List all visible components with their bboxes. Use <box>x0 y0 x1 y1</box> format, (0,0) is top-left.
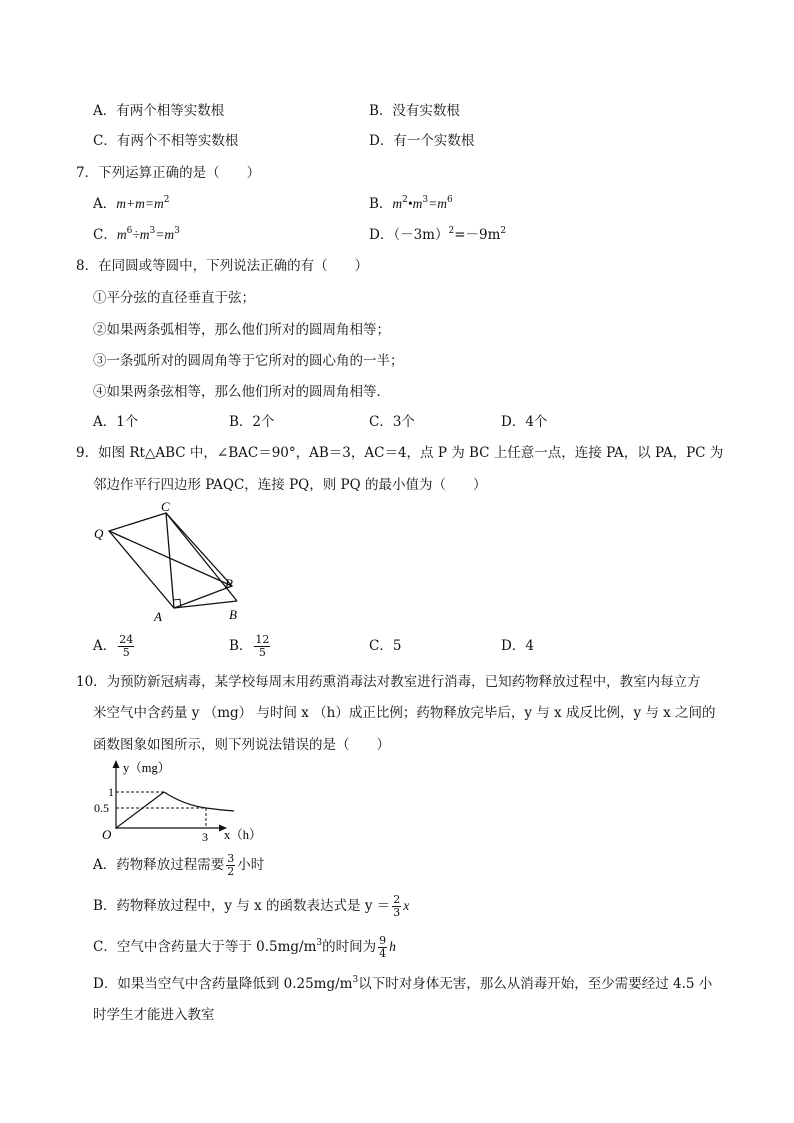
segment-pq <box>109 531 232 586</box>
q6-option-a: A．有两个相等实数根 <box>93 103 225 119</box>
q8-statement-4: ④如果两条弦相等，那么他们所对的圆周角相等． <box>93 384 390 400</box>
q9-option-c: C．5 <box>369 638 402 654</box>
q9-stem-line-2: 邻边作平行四边形 PAQC，连接 PQ，则 PQ 的最小值为（ ） <box>93 477 487 493</box>
q6-option-b: B．没有实数根 <box>369 103 460 119</box>
label-q: Q <box>94 526 104 541</box>
label-a: A <box>154 609 162 624</box>
tick-label-0-5: 0.5 <box>94 801 109 815</box>
q10-option-d-line-1: D．如果当空气中含药量降低到 $0.25mg/m^3$以下时对身体无害，那么从消毒开始，至少需要经过 4.5 小 <box>93 975 713 992</box>
q9-option-b: B． $\frac{12}{5}$ <box>229 633 270 659</box>
y-axis-arrow <box>113 760 120 768</box>
q10-option-d-line-2: 时学生才能进入教室 <box>93 1007 215 1023</box>
tick-label-1: 1 <box>108 785 114 799</box>
q10-stem-line-3: 函数图象如图所示，则下列说法错误的是（ ） <box>93 737 390 753</box>
q8-statement-1: ①平分弦的直径垂直于弦； <box>93 290 255 306</box>
proportional-segment <box>116 792 164 828</box>
y-axis-label: y（mg） <box>123 761 171 775</box>
q10-stem-line-2: 米空气中含药量 y （mg） 与时间 x （h）成正比例；药物释放完毕后，y 与 x 成反比例，y 与 x 之间的 <box>93 705 716 721</box>
segment-ac <box>166 513 174 608</box>
q8-option-b: B．2个 <box>229 414 275 430</box>
q10-option-c: C．空气中含药量大于等于 $0.5mg/m^3$的时间为 $\frac{9}{4}$ h <box>93 934 396 960</box>
q7-option-b: B．$m^2•m^3=m^6$ <box>369 195 453 212</box>
q6-option-c: C．有两个不相等实数根 <box>93 133 239 149</box>
q10-function-graph <box>88 756 278 846</box>
q8-option-a: A．1个 <box>93 414 139 430</box>
q6-option-d: D．有一个实数根 <box>369 133 475 149</box>
q10-stem-line-1: 10．为预防新冠病毒，某学校每周末用药熏消毒法对教室进行消毒，已知药物释放过程中，教室内每立方 <box>76 674 701 690</box>
q9-stem-line-1: 9．如图 Rt△ABC 中，∠BAC＝90°，AB＝3，AC＝4，点 P 为 BC 上任意一点，连接 PA，以 PA，PC 为 <box>76 445 724 461</box>
q8-statement-2: ②如果两条弧相等，那么他们所对的圆周角相等； <box>93 322 390 338</box>
q9-option-a: A． $\frac{24}{5}$ <box>93 633 134 659</box>
label-b: B <box>229 607 237 622</box>
q9-parallelogram-figure <box>90 500 250 625</box>
q7-option-a: A．$m+m=m^2$ <box>93 195 170 212</box>
q7-option-c: C．$m^6\div m^3=m^3$ <box>93 226 180 243</box>
q7-stem: 7．下列运算正确的是（ ） <box>76 165 261 181</box>
q8-statement-3: ③一条弧所对的圆周角等于它所对的圆心角的一半； <box>93 353 404 369</box>
q8-stem: 8．在同圆或等圆中，下列说法正确的有（ ） <box>76 258 369 274</box>
label-p: P <box>225 576 233 591</box>
q9-option-d: D．4 <box>501 638 534 654</box>
q8-option-c: C．3个 <box>369 414 415 430</box>
q8-option-d: D．4个 <box>501 414 548 430</box>
origin-label: O <box>102 827 112 842</box>
q10-option-a: A．药物释放过程需要 $\frac{3}{2}$ 小时 <box>93 852 265 878</box>
x-axis-label: x（h） <box>224 828 262 842</box>
label-c: C <box>161 500 170 514</box>
tick-label-3: 3 <box>202 830 208 844</box>
q7-option-d: D．$(-3m)^2=-9m^2$ <box>369 226 507 243</box>
q10-option-b: B．药物释放过程中，y 与 x 的函数表达式是 y ＝ $\frac{2}{3}$ x <box>93 893 410 919</box>
